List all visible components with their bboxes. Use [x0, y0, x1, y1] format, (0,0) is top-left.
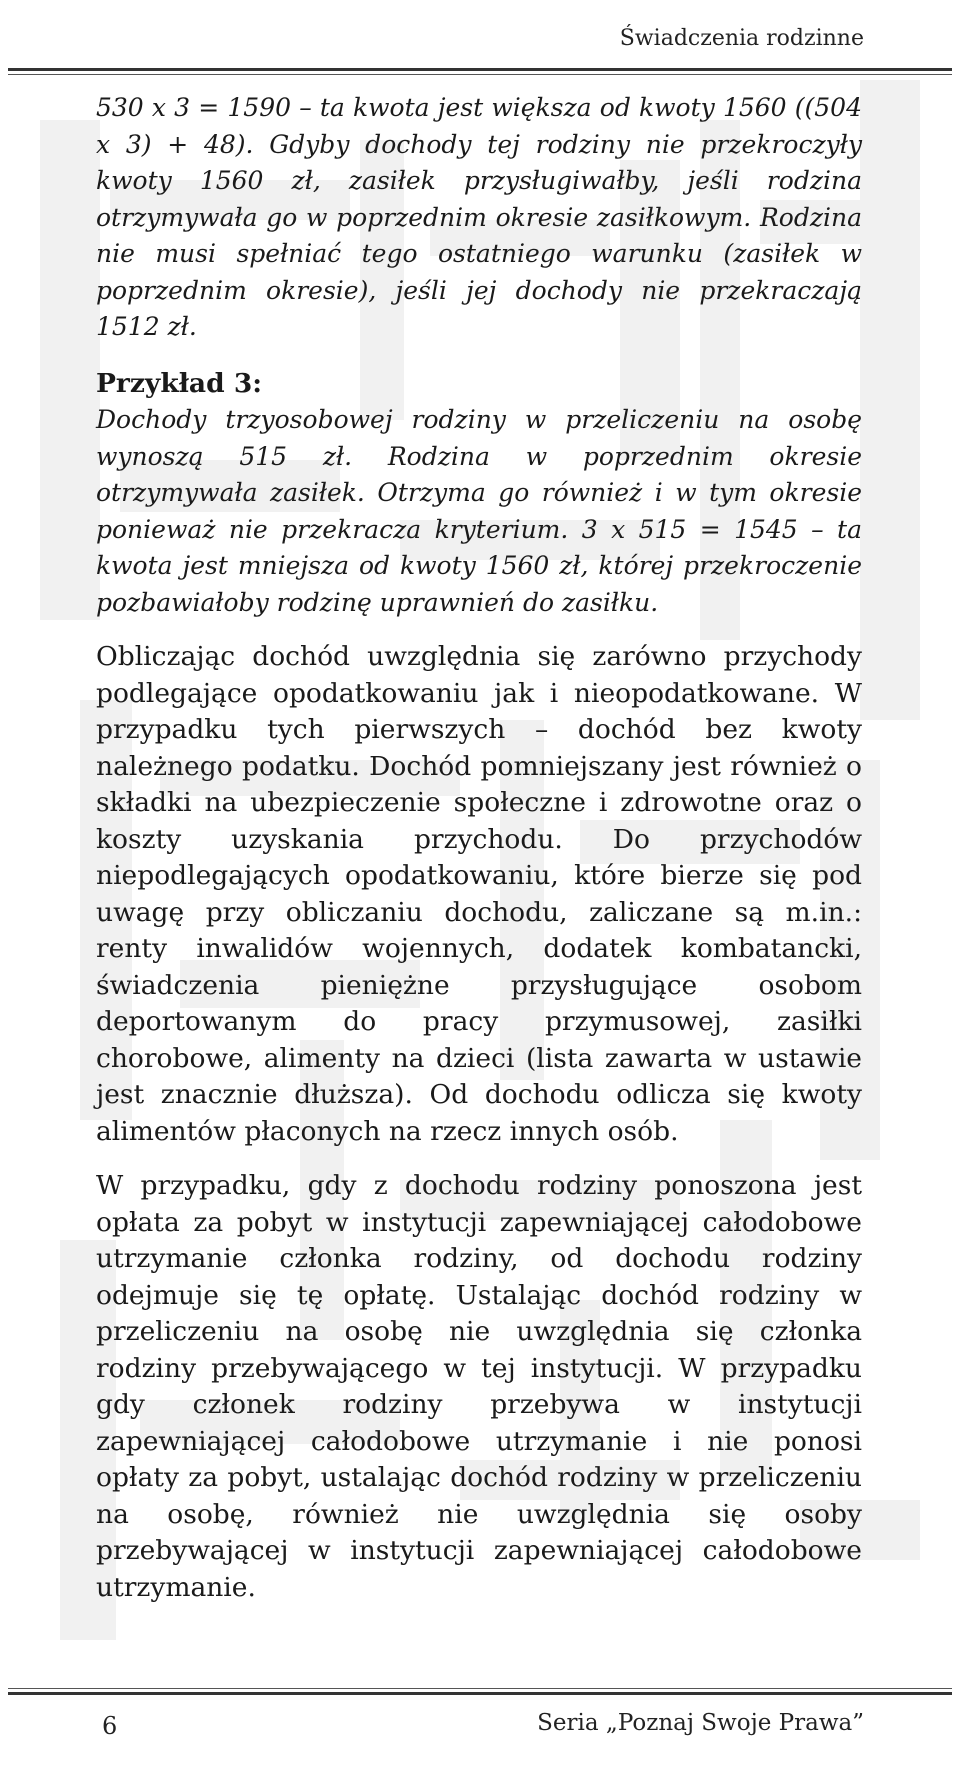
series-title: Seria „Poznaj Swoje Prawa” [537, 1710, 864, 1736]
paragraph-intro: 530 x 3 = 1590 – ta kwota jest większa od kwoty 1560 ((504 x 3) + 48). Gdyby dochody tej rodziny nie przekroczyły kwoty 1560 zł, zasiłek przysługiwałby, jeśli rodzina otrzymywała go w poprzednim okresie zasiłkowym. Rodzina nie musi spełniać tego ostatniego warunku (zasiłek w poprzednim okresie), jeśli jej dochody nie przekraczają 1512 zł. [96, 93, 862, 341]
footer-rule-thin [8, 1688, 952, 1689]
page-number: 6 [102, 1712, 118, 1740]
running-header-title: Świadczenia rodzinne [619, 26, 864, 51]
page-footer [0, 1688, 960, 1775]
example-heading: Przykład 3: [96, 367, 263, 399]
example-text: Dochody trzyosobowej rodziny w przeliczeniu na osobę wynoszą 515 zł. Rodzina w poprzednim okresie otrzymywała zasiłek. Otrzyma go również i w tym okresie ponieważ nie przekracza kryterium. 3 x 515 = 1545 – ta kwota jest mniejsza od kwoty 1560 zł, której przekroczenie pozbawiałoby rodzinę uprawnień do zasiłku. [96, 405, 862, 617]
page-header [0, 0, 960, 80]
footer-rule-thick [8, 1692, 952, 1695]
header-rule-thin [8, 74, 952, 75]
page-body [96, 90, 862, 1606]
header-rule-thick [8, 68, 952, 71]
paragraph-institution: W przypadku, gdy z dochodu rodziny ponoszona jest opłata za pobyt w instytucji zapewniającej całodobowe utrzymanie członka rodziny, od dochodu rodziny odejmuje się tę opłatę. Ustalając dochód rodziny w przeliczeniu na osobę nie uwzględnia się członka rodziny przebywającego w tej instytucji. W przypadku gdy członek rodziny przebywa w instytucji zapewniającej całodobowe utrzymanie i nie ponosi opłaty za pobyt, ustalając dochód rodziny w przeliczeniu na osobę, również nie uwzględnia się osoby przebywającej w instytucji zapewniającej całodobowe utrzymanie. [96, 1170, 862, 1603]
paragraph-income: Obliczając dochód uwzględnia się zarówno przychody podlegające opodatkowaniu jak i nieopodatkowane. W przypadku tych pierwszych – dochód bez kwoty należnego podatku. Dochód pomniejszany jest również o składki na ubezpieczenie społeczne i zdrowotne oraz o koszty uzyskania przychodu. Do przychodów niepodlegających opodatkowaniu, które bierze się pod uwagę przy obliczaniu dochodu, zaliczane są m.in.: renty inwalidów wojennych, dodatek kombatancki, świadczenia pieniężne przysługujące osobom deportowanym do pracy przymusowej, zasiłki chorobowe, alimenty na dzieci (lista zawarta w ustawie jest znacznie dłuższa). Od dochodu odlicza się kwoty alimentów płaconych na rzecz innych osób. [96, 641, 862, 1147]
